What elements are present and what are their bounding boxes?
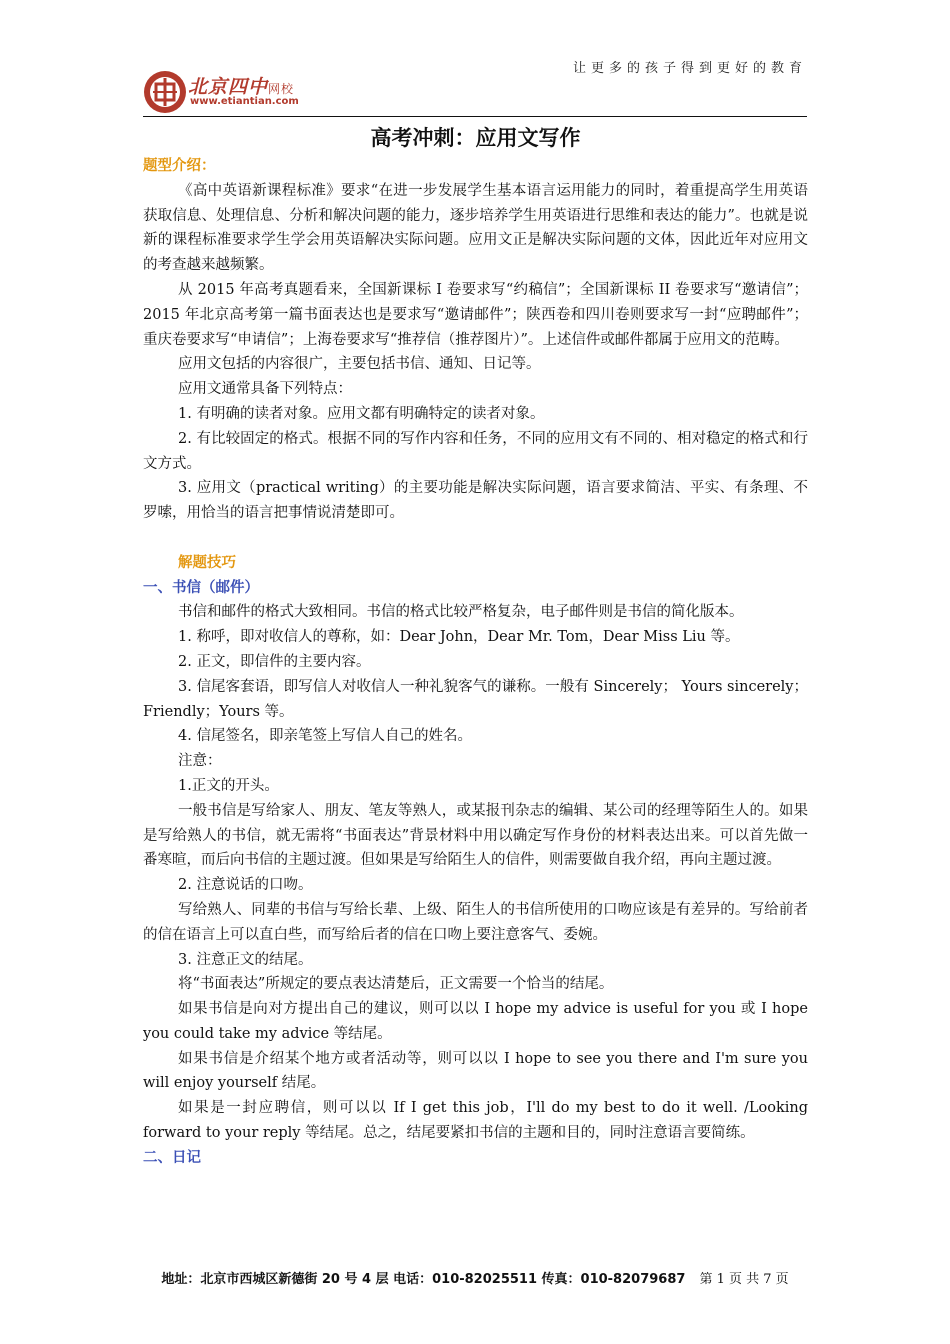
paragraph: 书信和邮件的格式大致相同。书信的格式比较严格复杂，电子邮件则是书信的简化版本。 <box>178 604 744 621</box>
paragraph: 2. 注意说话的口吻。 <box>178 877 313 894</box>
logo-emblem-icon <box>143 70 187 114</box>
skills-heading: 解题技巧 <box>178 554 236 571</box>
paragraph: 3. 应用文（practical writing）的主要功能是解决实际问题，语言要求简洁、平实、有条理、不罗嗦，用恰当的语言把事情说清楚即可。 <box>143 480 808 522</box>
paragraph: 写给熟人、同辈的书信与写给长辈、上级、陌生人的书信所使用的口吻应该是有差异的。写给前者的信在语言上可以直白些，而写给后者的信在口吻上要注意客气、委婉。 <box>143 901 808 943</box>
section1-heading: 一、书信（邮件） <box>143 579 259 596</box>
paragraph: 2. 正文，即信件的主要内容。 <box>178 653 371 670</box>
paragraph: 4. 信尾签名，即亲笔签上写信人自己的姓名。 <box>178 728 472 745</box>
intro-heading: 题型介绍： <box>143 158 216 174</box>
paragraph: 1. 称呼，即对收信人的尊称，如：Dear John，Dear Mr. Tom，Dear Miss Liu 等。 <box>178 629 740 646</box>
paragraph: 应用文通常具备下列特点： <box>178 381 352 398</box>
school-logo <box>143 68 343 116</box>
logo-url: www.etiantian.com <box>190 96 299 107</box>
paragraph: 如果书信是介绍某个地方或者活动等，则可以以 I hope to see you there and I'm sure you will enjoy yourself 结尾。 <box>143 1050 808 1092</box>
header-slogan: 让更多的孩子得到更好的教育 <box>572 61 807 76</box>
paragraph: 一般书信是写给家人、朋友、笔友等熟人，或某报刊杂志的编辑、某公司的经理等陌生人的。如果是写给熟人的书信，就无需将“书面表达”背景材料中用以确定写作身份的材料表达出来。可以首先做一番寒暄，而后向书信的主题过渡。但如果是写给陌生人的信件，则需要做自我介绍，再向主题过渡。 <box>143 802 808 869</box>
paragraph: 如果书信是向对方提出自己的建议，则可以以 I hope my advice is useful for you 或 I hope you could take my advice 等结尾。 <box>143 1001 808 1042</box>
document-body <box>143 122 808 1171</box>
page-footer <box>0 1268 950 1287</box>
paragraph: 将“书面表达”所规定的要点表达清楚后，正文需要一个恰当的结尾。 <box>178 976 614 993</box>
logo-suffix: 网校 <box>268 82 295 96</box>
logo-text <box>188 72 294 99</box>
header-divider <box>143 116 807 117</box>
logo-name: 北京四中 <box>188 76 269 98</box>
footer-address: 地址：北京市西城区新德街 20 号 4 层 电话：010-82025511 传真：010-82079687 <box>161 1272 686 1287</box>
section2-heading: 二、日记 <box>143 1149 201 1166</box>
paragraph: 从 2015 年高考真题看来，全国新课标 I 卷要求写“约稿信”；全国新课标 II 卷要求写“邀请信”；2015 年北京高考第一篇书面表达也是要求写“邀请邮件”；陕西卷和四川卷则要求写一封“应聘邮件”；重庆卷要求写“申请信”；上海卷要求写“推荐信（推荐图片）”。上述信件或邮件都属于应用文的范畴。 <box>143 281 808 348</box>
intro-section <box>143 179 808 526</box>
page-title: 高考冲刺：应用文写作 <box>370 125 581 150</box>
page-number: 第 1 页 共 7 页 <box>699 1272 789 1287</box>
paragraph: 2. 有比较固定的格式。根据不同的写作内容和任务，不同的应用文有不同的、相对稳定的格式和行文方式。 <box>143 430 808 472</box>
paragraph: 《高中英语新课程标准》要求“在进一步发展学生基本语言运用能力的同时，着重提高学生用英语获取信息、处理信息、分析和解决问题的能力，逐步培养学生用英语进行思维和表达的能力”。也就是说新的课程标准要求学生学会用英语解决实际问题。应用文正是解决实际问题的文体，因此近年对应用文的考查越来越频繁。 <box>143 182 808 274</box>
paragraph: 1. 有明确的读者对象。应用文都有明确特定的读者对象。 <box>178 405 545 422</box>
paragraph: 1.正文的开头。 <box>178 777 279 794</box>
section1-body <box>143 600 808 1146</box>
paragraph: 如果是一封应聘信，则可以以 If I get this job，I'll do my best to do it well. /Looking forward to your reply 等结尾。总之，结尾要紧扣书信的主题和目的，同时注意语言要简练。 <box>143 1100 808 1142</box>
paragraph: 3. 信尾客套语，即写信人对收信人一种礼貌客气的谦称。一般有 Sincerely； Yours sincerely；Friendly；Yours 等。 <box>143 678 808 720</box>
paragraph: 应用文包括的内容很广，主要包括书信、通知、日记等。 <box>178 356 541 373</box>
spacer <box>143 526 808 551</box>
paragraph: 注意： <box>178 753 222 770</box>
paragraph: 3. 注意正文的结尾。 <box>178 951 313 968</box>
